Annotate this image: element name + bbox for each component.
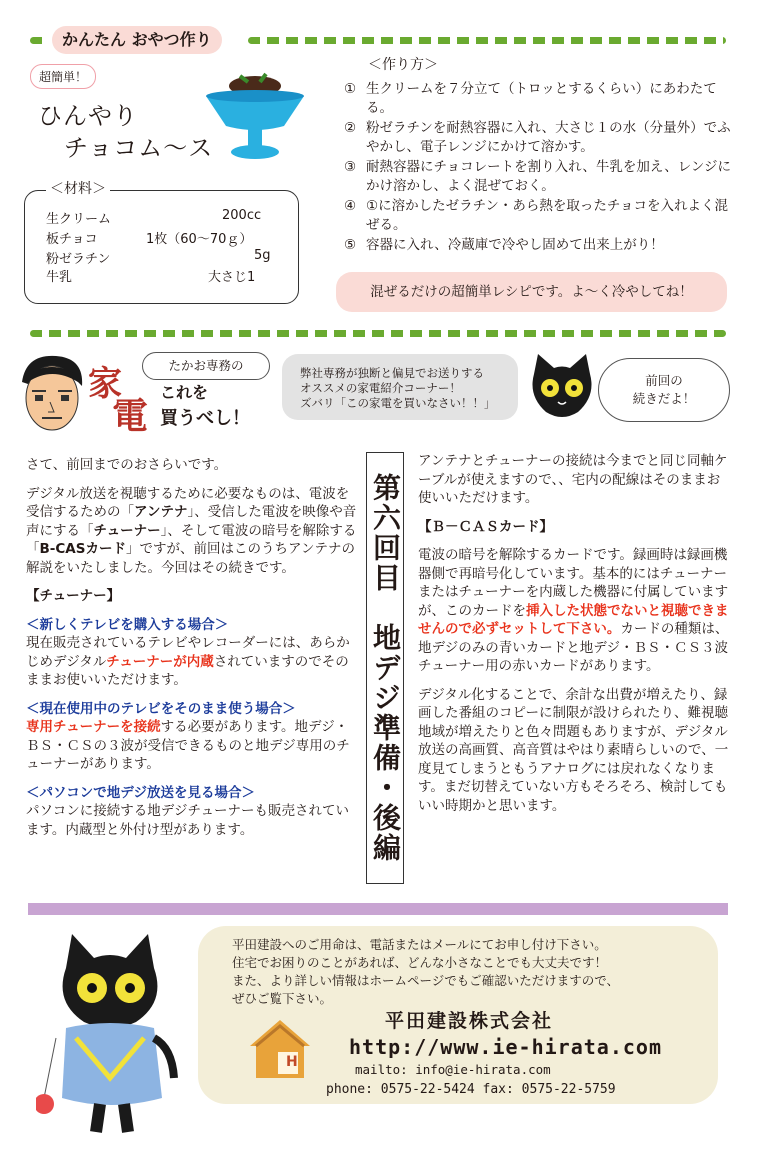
paragraph: デジタル化することで、余計な出費が増えたり、録画した番組のコピーに制限が設けられたり、難視聴地域が増えたりと色々問題もありますが、デジタル放送の高画質、高音質はやはり素晴らしいので、一度見てしまうともうアナログには戻れなくなります。まだ切替えていない方もそろそろ、検討してもいい時期かと思います。	[418, 686, 729, 814]
material-row: 粉ゼラチン	[46, 252, 111, 267]
step-item: ④ ①に溶かしたゼラチン・あら熱を取ったチョコを入れよく混ぜる。	[344, 198, 729, 233]
man-face-icon	[16, 352, 88, 436]
paragraph: アンテナとチューナーの接続は今までと同じ同軸ケーブルが使えますので、、宅内の配線はそのままお使いいただけます。	[418, 453, 728, 506]
left-column	[26, 456, 358, 849]
cat-head-icon	[528, 352, 596, 424]
step-item: ① 生クリームを７分立て（トロッとするくらい）にあわたてる。	[344, 81, 717, 116]
cat-character-icon	[36, 928, 186, 1134]
howto-label: ＜作り方＞	[368, 57, 438, 73]
speech-bubble: たかお専務の	[142, 352, 270, 380]
paragraph: さて、前回までのおさらいです。	[26, 457, 228, 473]
material-row: 生クリーム	[46, 212, 112, 227]
company-name: 平田建設株式会社	[385, 1010, 554, 1032]
divider	[30, 330, 726, 337]
logo-text: 買うべし！	[160, 408, 250, 429]
material-amount: 大さじ1	[208, 270, 256, 285]
material-row: 牛乳	[46, 270, 73, 285]
email-link[interactable]: mailto: info@ie-hirata.com	[355, 1062, 551, 1077]
materials-label: ＜材料＞	[46, 178, 110, 198]
recipe-name-line2: チョコム〜ス	[64, 134, 214, 162]
contact-text: 平田建設へのご用命は、電話またはメールにてお申し付け下さい。 住宅でお困りのことがあれば、どんな小さなことでも大丈夫です！ また、より詳しい情報はホームページでもご確認いただけますので、 ぜひご覧下さい。	[232, 937, 620, 1006]
recipe-tip: 混ぜるだけの超簡単レシピです。よ〜く冷やしてね！	[336, 272, 727, 312]
paragraph: パソコンに接続する地デジチューナーも販売されています。内蔵型と外付け型があります。	[26, 803, 350, 838]
logo-letter: H	[286, 1054, 298, 1070]
paragraph: 現在販売されているテレビやレコーダーには、あらかじめデジタルチューナーが内蔵されていますのでそのままお使いいただけます。	[26, 635, 350, 688]
recipe-name-line1: ひんやり	[38, 102, 138, 130]
phone-fax: phone: 0575-22-5424 fax: 0575-22-5759	[326, 1082, 616, 1097]
recipe-tag: 超簡単！	[30, 64, 96, 89]
material-amount: 200cc	[222, 208, 262, 223]
bcas-heading: 【Ｂ－ＣＡＳカード】	[418, 518, 553, 535]
logo-text: これを	[160, 383, 209, 402]
step-item: ② 粉ゼラチンを耐熱容器に入れ、大さじ１の水（分量外）でふやかし、電子レンジにかけて溶かす。	[344, 120, 731, 155]
divider	[30, 37, 48, 44]
notice-box: 弊社専務が独断と偏見でお送りする オススメの家電紹介コーナー！ ズバリ「この家電を買いなさい！！」	[282, 354, 518, 420]
divider	[248, 37, 726, 44]
cat-speech-bubble: 前回の 続きだよ！	[598, 358, 730, 422]
paragraph: デジタル放送を視聴するために必要なものは、電波を受信するための「アンテナ」、受信した電波を映像や音声にする「チューナー」、そして電波の暗号を解除する「B-CASカード」ですが、前回はこのうちアンテナの解説をいたしました。今回はその続きです。	[26, 485, 357, 576]
case-heading: ＜新しくテレビを購入する場合＞	[26, 616, 229, 633]
step-item: ⑤ 容器に入れ、冷蔵庫で冷やし固めて出来上がり！	[344, 237, 664, 253]
material-amount: 1枚（60〜70ｇ）	[146, 232, 253, 247]
house-logo-icon	[246, 1016, 314, 1082]
right-column	[418, 452, 732, 825]
logo-kanji: 電	[112, 396, 149, 437]
episode-title: 第六回目 地デジ準備・後編	[366, 452, 404, 884]
section-title: かんたん おやつ作り	[52, 26, 222, 54]
material-amount: 5g	[254, 248, 271, 263]
steps-list	[344, 80, 736, 257]
step-item: ③ 耐熱容器にチョコレートを割り入れ、牛乳を加え、レンジにかけ溶かし、よく混ぜておく。	[344, 159, 732, 194]
website-link[interactable]: http://www.ie-hirata.com	[349, 1035, 662, 1059]
paragraph: 専用チューナーを接続する必要があります。地デジ・ＢＳ・ＣＳの３波が受信できるものと地デジ専用のチューナーがあります。	[26, 719, 350, 772]
divider	[28, 903, 728, 915]
case-heading: ＜現在使用中のテレビをそのまま使う場合＞	[26, 700, 296, 717]
material-row: 板チョコ	[46, 232, 98, 247]
paragraph: 電波の暗号を解除するカードです。録画時は録画機器側で再暗号化しています。基本的にはチューナーまたはチューナーを内蔵した機器に付属していますが、このカードを挿入した状態でないと視聴できませんので必ずセットして下さい。カードの種類は、地デジのみの青いカードと地デジ・ＢＳ・ＣＳ３波チューナー用の赤いカードがあります。	[418, 547, 729, 674]
tuner-heading: 【チューナー】	[26, 588, 121, 604]
case-heading: ＜パソコンで地デジ放送を見る場合＞	[26, 784, 255, 801]
logo-kanji: 家	[88, 364, 122, 404]
dessert-cup-icon	[200, 68, 310, 168]
